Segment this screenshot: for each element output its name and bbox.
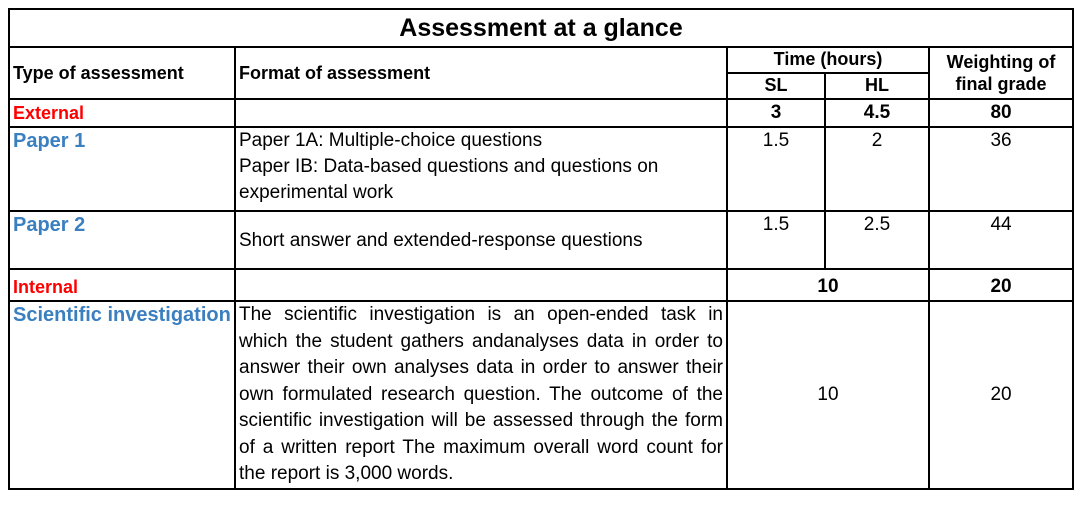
external-sl: 3 (727, 99, 825, 127)
table-row (9, 99, 1073, 127)
table-title: Assessment at a glance (9, 9, 1073, 47)
paper1-format (235, 127, 727, 211)
paper1-sl: 1.5 (727, 127, 825, 211)
paper2-hl: 2.5 (825, 211, 929, 269)
paper2-label: Paper 2 (9, 211, 235, 269)
internal-weight: 20 (929, 269, 1073, 301)
paper2-weight: 44 (929, 211, 1073, 269)
scientific-format: The scientific investigation is an open-ended task in which the student gathers andanalyses data in order to answer their own analyses data in order to answer their own formulated research question. The outcome of the scientific investigation will be assessed through the form of a written report The maximum overall word count for the report is 3,000 words. (235, 301, 727, 489)
header-time: Time (hours) (727, 47, 929, 73)
assessment-table (8, 8, 1074, 490)
header-type: Type of assessment (9, 47, 235, 99)
paper1-format-line1: Paper 1A: Multiple-choice questions (239, 130, 543, 151)
internal-time: 10 (727, 269, 929, 301)
paper2-sl: 1.5 (727, 211, 825, 269)
external-weight: 80 (929, 99, 1073, 127)
table-row (9, 127, 1073, 211)
external-label: External (9, 99, 235, 127)
header-format: Format of assessment (235, 47, 727, 99)
paper1-format-line2: Paper IB: Data-based questions and questions on experimental work (239, 156, 659, 203)
table-row (9, 269, 1073, 301)
scientific-weight: 20 (929, 301, 1073, 489)
paper1-label: Paper 1 (9, 127, 235, 211)
paper1-weight: 36 (929, 127, 1073, 211)
header-weighting: Weighting of final grade (929, 47, 1073, 99)
scientific-label: Scientific investigation (9, 301, 235, 489)
paper2-format-text: Short answer and extended-response questions (239, 230, 643, 251)
paper2-format (235, 211, 727, 269)
internal-format-empty (235, 269, 727, 301)
table-row (9, 211, 1073, 269)
scientific-time: 10 (727, 301, 929, 489)
table-row (9, 301, 1073, 489)
internal-label: Internal (9, 269, 235, 301)
header-hl: HL (825, 73, 929, 99)
header-sl: SL (727, 73, 825, 99)
paper1-hl: 2 (825, 127, 929, 211)
external-hl: 4.5 (825, 99, 929, 127)
external-format-empty (235, 99, 727, 127)
